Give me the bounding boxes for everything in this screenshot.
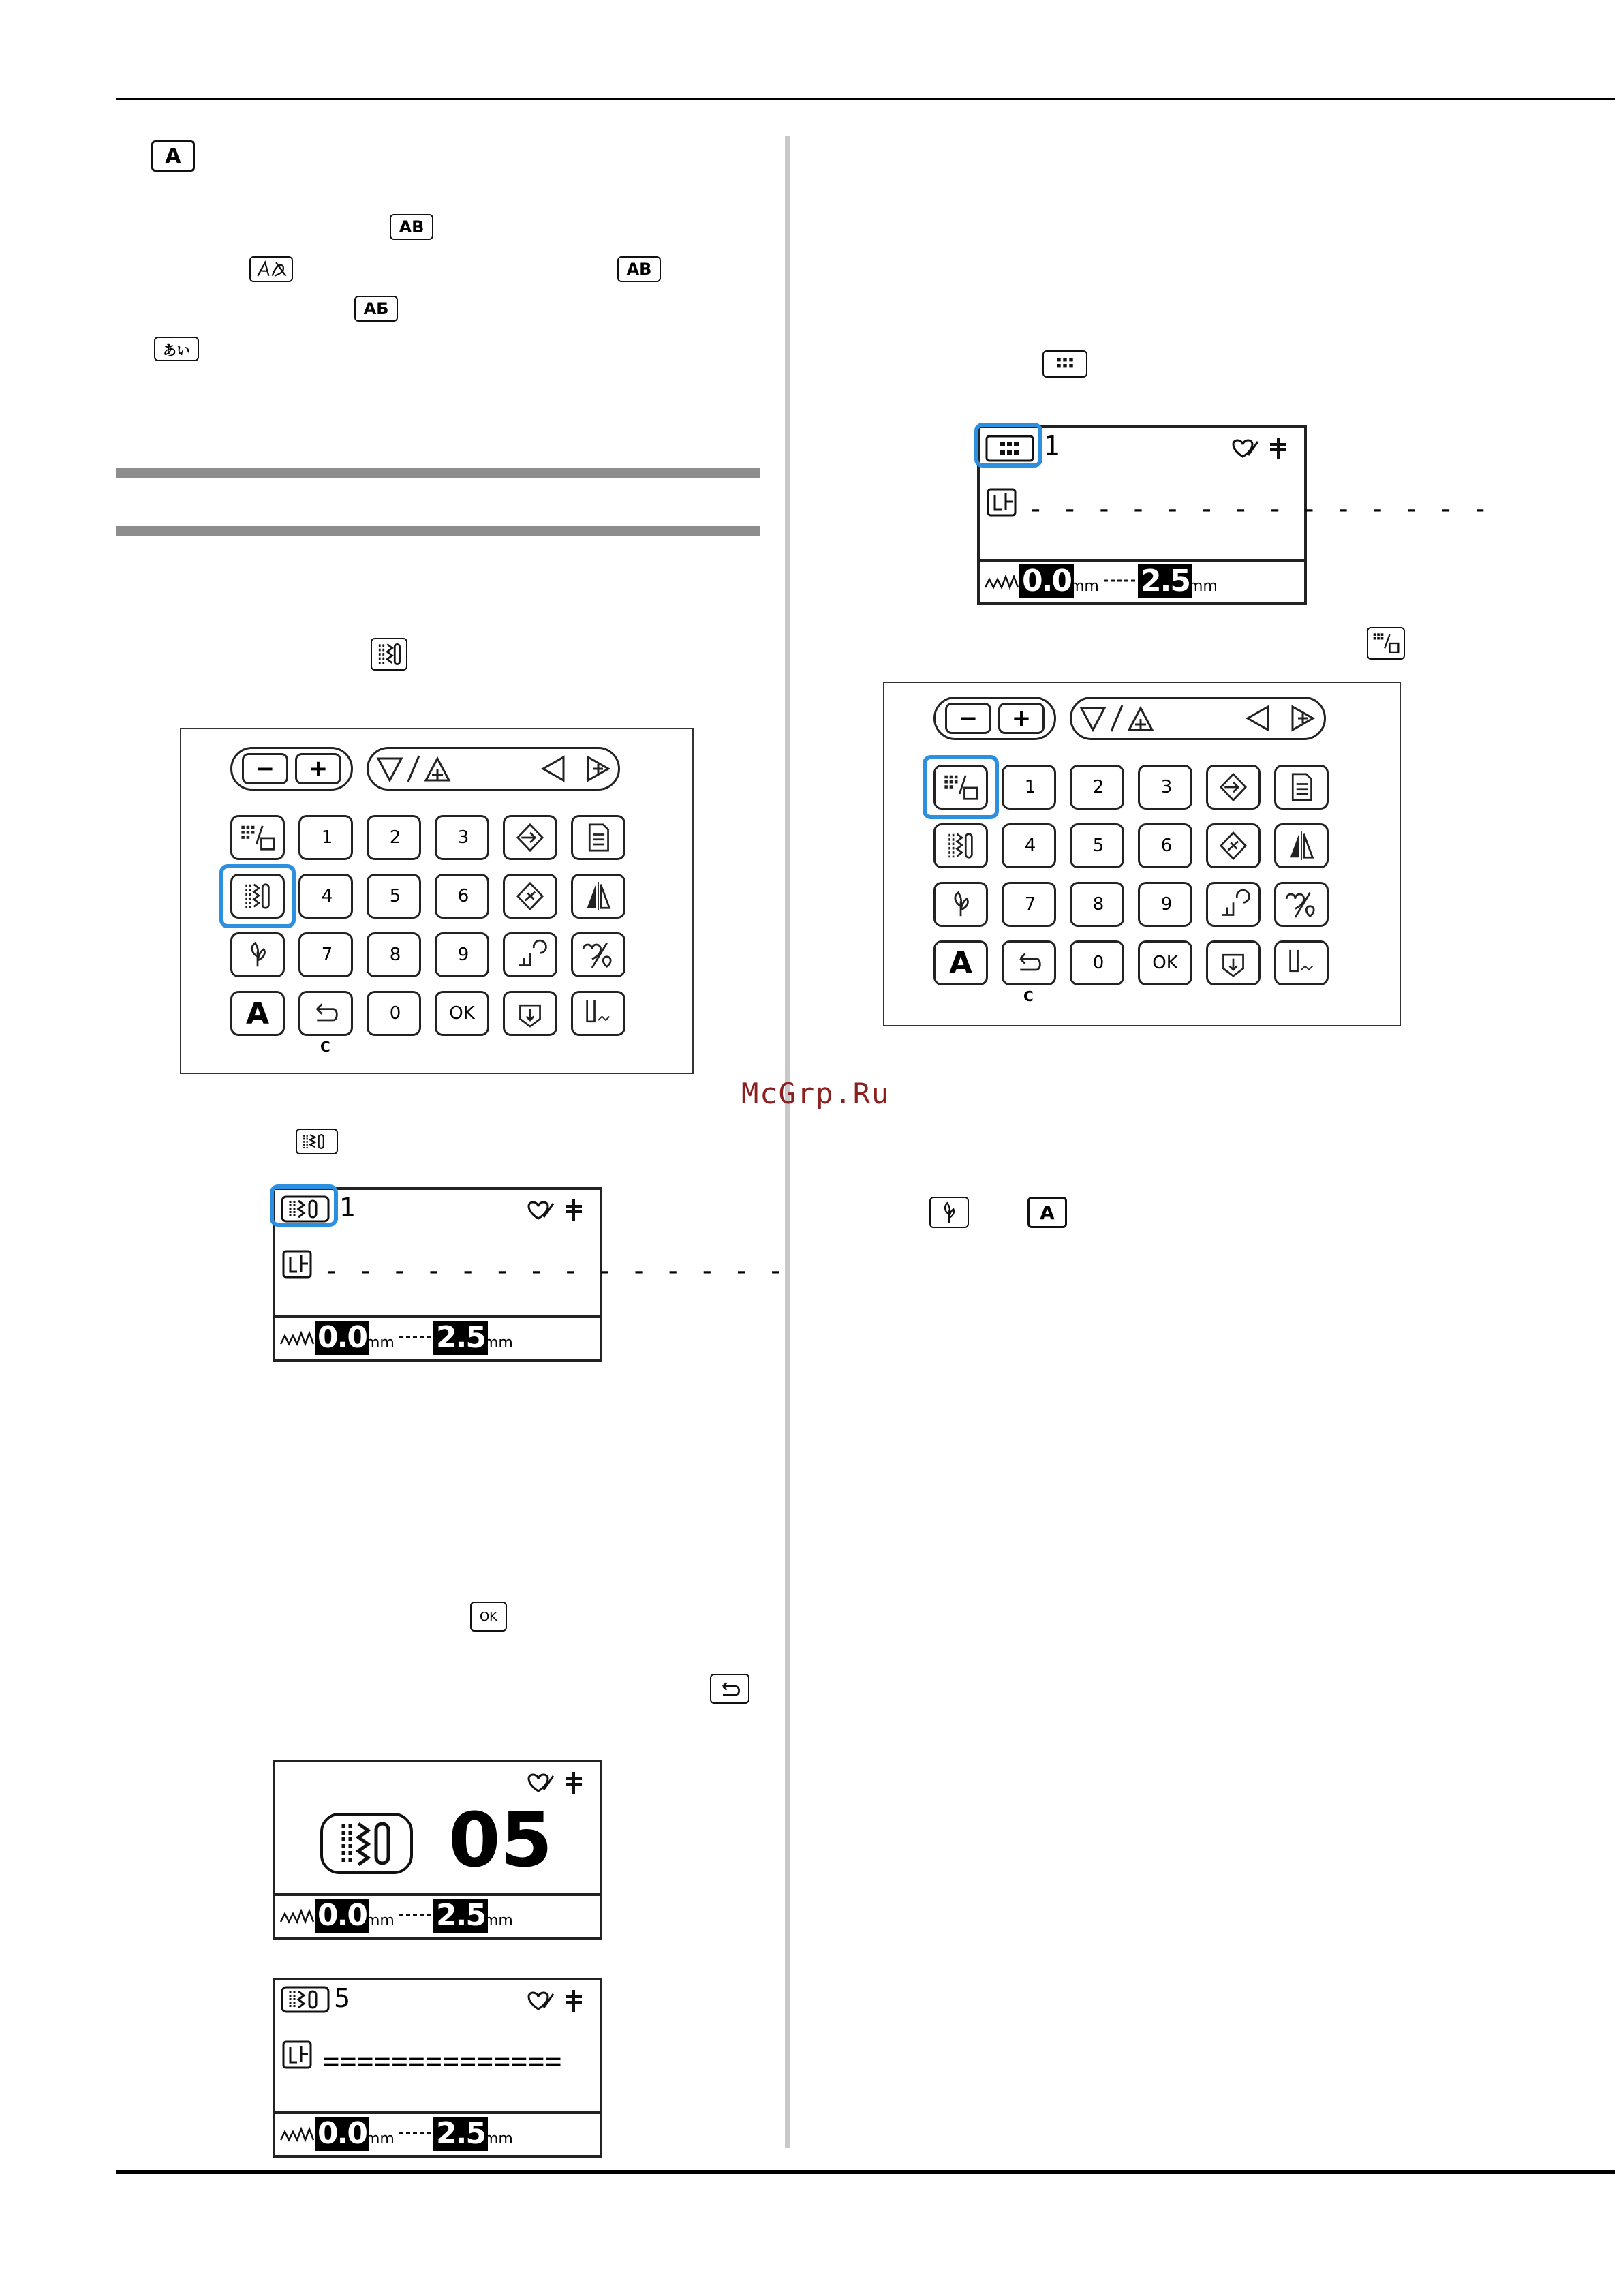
key-panel-right [883,682,1401,1026]
key-3-label: 3 [1160,777,1173,797]
plus-key[interactable]: + [295,753,341,784]
key-4-label: 4 [1024,836,1036,856]
pattern-key-2[interactable] [367,815,421,860]
buttonhole-mode-icon [281,1986,330,2013]
ok-key[interactable]: OK [435,991,489,1036]
key-9-label: 9 [457,945,469,965]
key-3-label: 3 [457,827,469,848]
buttonhole-icon [371,638,407,671]
zigzag-icon [279,1328,316,1348]
minus-key[interactable]: − [945,703,991,734]
pattern-key-7[interactable] [298,932,353,977]
column-divider [785,136,790,2148]
status-bar-2 [275,1893,600,1937]
key-9-label: 9 [1160,894,1173,915]
key-1-label: 1 [1024,777,1036,797]
section-bar-bottom [116,526,760,536]
pattern-key-9[interactable] [435,932,489,977]
length-unit: mm [1188,578,1218,595]
zigzag-icon [279,1905,316,1926]
flower-inline-icon [929,1197,969,1228]
key-6-label: 6 [1160,836,1173,856]
buttonhole-inline-icon [296,1129,338,1154]
key-1-label: 1 [321,827,333,848]
document-key[interactable] [1274,765,1329,810]
pattern-key-9[interactable] [1138,882,1192,927]
pattern-key-7[interactable] [1002,882,1056,927]
needle-heart-key[interactable] [571,991,625,1036]
width-value: 0.0 [315,1899,369,1933]
mirror-key[interactable] [1274,823,1329,868]
buttonhole-mode-icon [281,1195,330,1223]
length-value: 2.5 [433,1321,488,1355]
ok-inline-icon: OK [470,1602,507,1632]
lcd-screen-1 [273,1187,785,1362]
length-unit: mm [484,2130,513,2147]
document-key[interactable] [571,815,625,860]
key-8-label: 8 [1092,894,1104,915]
zigzag-icon [279,2124,316,2144]
length-value: 2.5 [433,2117,488,2151]
status-bar [275,1315,600,1359]
stitch-preview: - - - - - - - - - - - - - - [1027,493,1489,525]
back-key[interactable] [1002,940,1056,985]
stitch-preview: - - - - - - - - - - - - - - [323,1255,785,1287]
stitch-preview-double: ============== [323,2046,563,2077]
diamond-key[interactable] [503,874,557,919]
length-icon [398,1908,432,1922]
heart-needle-icon-4 [1228,435,1303,462]
status-bar-4 [980,559,1304,602]
presser-foot-icon [985,485,1023,523]
arrow-in-key[interactable] [503,815,557,860]
pattern-key-2[interactable] [1070,765,1124,810]
script-ab-icon [249,256,293,282]
pattern-key-8[interactable] [367,932,421,977]
key-5-label: 5 [1092,836,1104,856]
pattern-key-6[interactable] [1138,823,1192,868]
length-icon [1102,574,1137,587]
buttonhole-key[interactable] [933,823,988,868]
diamond-key[interactable] [1206,823,1261,868]
pattern-key-4[interactable] [298,874,353,919]
width-unit: mm [365,2130,395,2147]
key-5-label: 5 [389,886,401,906]
key-7-label: 7 [1024,894,1036,915]
navigation-pill [1070,697,1326,740]
heart-needle-icon [523,1197,598,1224]
arrow-in-key[interactable] [1206,765,1261,810]
width-value: 0.0 [1019,564,1074,598]
alpha-key[interactable]: A [230,991,285,1036]
grid-pocket-inline-icon [1367,627,1405,660]
presser-foot-key[interactable] [1206,882,1261,927]
grid-mode-icon [985,435,1034,462]
needle-heart-key[interactable] [1274,940,1329,985]
key-2-label: 2 [1092,777,1104,797]
minus-key[interactable]: − [242,753,288,784]
highlight-buttonhole [219,864,296,928]
mirror-key[interactable] [571,874,625,919]
length-unit: mm [484,1912,513,1929]
buttonhole-large-icon [319,1810,414,1878]
navigation-arrows-icon[interactable] [1072,699,1328,738]
key-0-label: 0 [389,1003,401,1024]
ok-key[interactable]: OK [1138,940,1192,985]
width-value: 0.0 [315,1321,369,1355]
length-value: 2.5 [1138,564,1192,598]
plus-key[interactable]: + [998,703,1045,734]
length-icon [398,1330,432,1344]
pattern-key-3[interactable] [435,815,489,860]
back-key[interactable] [298,991,353,1036]
section-bar-top [116,468,760,478]
cyrillic-icon: АБ [354,296,398,322]
minus-plus-pill [933,697,1056,740]
pocket-key[interactable] [503,991,557,1036]
grid-inline-icon [1042,350,1087,378]
navigation-pill [367,747,620,791]
heart-key[interactable] [571,932,625,977]
presser-foot-icon [281,2038,319,2076]
key-8-label: 8 [389,945,401,965]
pattern-key-1[interactable] [1002,765,1056,810]
pattern-key-6[interactable] [435,874,489,919]
pattern-number: 1 [339,1193,356,1223]
pattern-key-3[interactable] [1138,765,1192,810]
japanese-icon: あい [154,337,199,361]
presser-foot-icon [281,1247,319,1285]
length-value: 2.5 [433,1899,488,1933]
pattern-key-1[interactable] [298,815,353,860]
highlight-grid-key [923,755,999,819]
presser-foot-key[interactable] [503,932,557,977]
width-unit: mm [365,1334,395,1351]
width-unit: mm [365,1912,395,1929]
pattern-key-0[interactable] [367,991,421,1036]
heart-needle-icon-2 [523,1769,598,1796]
alpha-key[interactable]: A [933,940,988,985]
minus-plus-pill [230,747,353,791]
top-rule [116,98,1615,100]
heart-key[interactable] [1274,882,1329,927]
clear-label: C [1023,988,1034,1005]
width-value: 0.0 [315,2117,369,2151]
lcd-screen-3 [273,1978,602,2158]
bottom-rule [116,2170,1615,2174]
ab-icon-2: AB [617,256,661,282]
length-unit: mm [484,1334,513,1351]
key-panel-left [180,728,694,1074]
pattern-number: 1 [1044,431,1061,461]
status-bar-3 [275,2111,600,2155]
lcd-screen-4 [977,425,1489,605]
pattern-big-number: 05 [448,1796,553,1884]
back-inline-icon [710,1674,749,1704]
flower-key[interactable] [933,882,988,927]
pattern-key-5[interactable] [367,874,421,919]
flower-key[interactable] [230,932,285,977]
lcd-screen-2 [273,1760,602,1940]
alpha-icon: A [151,140,195,172]
pattern-number: 5 [334,1983,351,2013]
key-0-label: 0 [1092,953,1104,973]
pocket-key[interactable] [1206,940,1261,985]
heart-needle-icon-3 [523,1987,598,2015]
key-4-label: 4 [321,886,333,906]
alpha-inline-icon: A [1027,1197,1067,1228]
length-icon [398,2126,432,2140]
zigzag-icon [984,571,1021,592]
clear-label: C [320,1039,330,1055]
ab-icon: AB [390,214,433,240]
key-7-label: 7 [321,945,333,965]
width-unit: mm [1070,578,1099,595]
key-2-label: 2 [389,827,401,848]
grid-key[interactable] [230,815,285,860]
key-6-label: 6 [457,886,469,906]
navigation-arrows-icon[interactable] [369,749,622,789]
pattern-key-5[interactable] [1070,823,1124,868]
pattern-key-0[interactable] [1070,940,1124,985]
pattern-key-4[interactable] [1002,823,1056,868]
pattern-key-8[interactable] [1070,882,1124,927]
watermark: McGrp.Ru [741,1077,891,1110]
